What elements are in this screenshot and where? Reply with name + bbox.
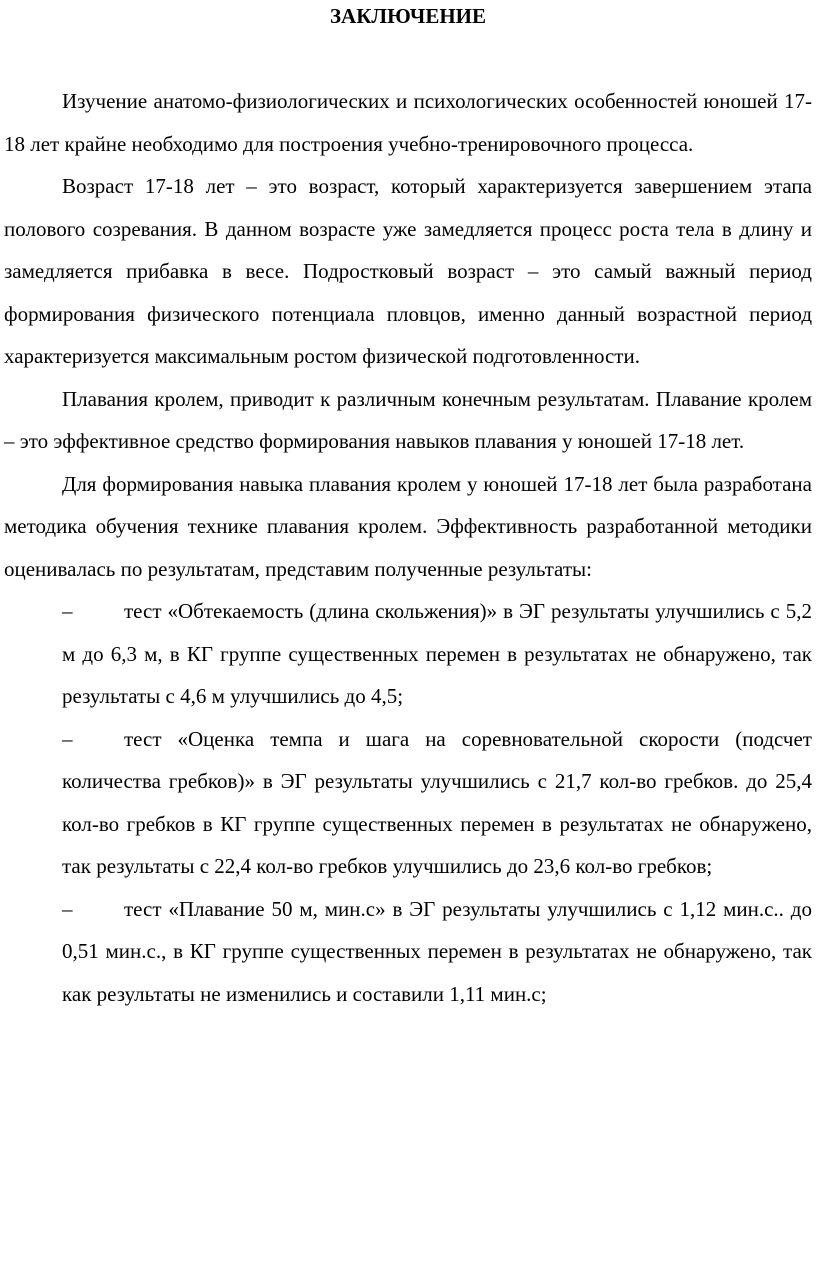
paragraph-intro: Изучение анатомо-физиологических и психологических особенностей юношей 17-18 лет крайне необходимо для построения учебно-тренировочного процесса. [4, 89, 812, 156]
list-dash: – [62, 599, 73, 623]
paragraph-method: Для формирования навыка плавания кролем у юношей 17-18 лет была разработана методика обучения технике плавания кролем. Эффективность разработанной методики оценивалась по результатам, представим полученные результаты: [4, 471, 812, 581]
paragraph-age: Возраст 17-18 лет – это возраст, который характеризуется завершением этапа полового созревания. В данном возрасте уже замедляется процесс роста тела в длину и замедляется прибавка в весе. Подростковый возраст – это самый важный период формирования физического потенциала пловцов, именно данный возрастной период характеризуется максимальным ростом физической подготовленности. [4, 174, 812, 368]
paragraph-crawl: Плавания кролем, приводит к различным конечным результатам. Плавание кролем – это эффективное средство формирования навыков плавания у юношей 17-18 лет. [4, 386, 812, 453]
list-item-text: тест «Плавание 50 м, мин.с» в ЭГ результаты улучшились с 1,12 мин.с.. до 0,51 мин.с., в КГ группе существенных перемен в результатах не обнаружено, так как результаты не изменились и составили 1,11 мин.с; [62, 896, 812, 1006]
list-item-text: тест «Оценка темпа и шага на соревновательной скорости (подсчет количества гребков)» в ЭГ результаты улучшились с 21,7 кол-во гребков. до 25,4 кол-во гребков в КГ группе существенных перемен в результатах не обнаружено, так результаты с 22,4 кол-во гребков улучшились до 23,6 кол-во гребков; [62, 726, 812, 878]
document-body [4, 80, 812, 1015]
list-item [62, 888, 812, 1016]
list-item-text: тест «Обтекаемость (длина скольжения)» в ЭГ результаты улучшились с 5,2 м до 6,3 м, в КГ группе существенных перемен в результатах не обнаружено, так результаты с 4,6 м улучшились до 4,5; [62, 599, 812, 708]
list-item [62, 590, 812, 718]
list-dash: – [62, 726, 73, 751]
list-dash: – [62, 896, 73, 921]
list-item [62, 718, 812, 888]
document-title: ЗАКЛЮЧЕНИЕ [329, 4, 487, 28]
results-list [4, 590, 812, 1015]
